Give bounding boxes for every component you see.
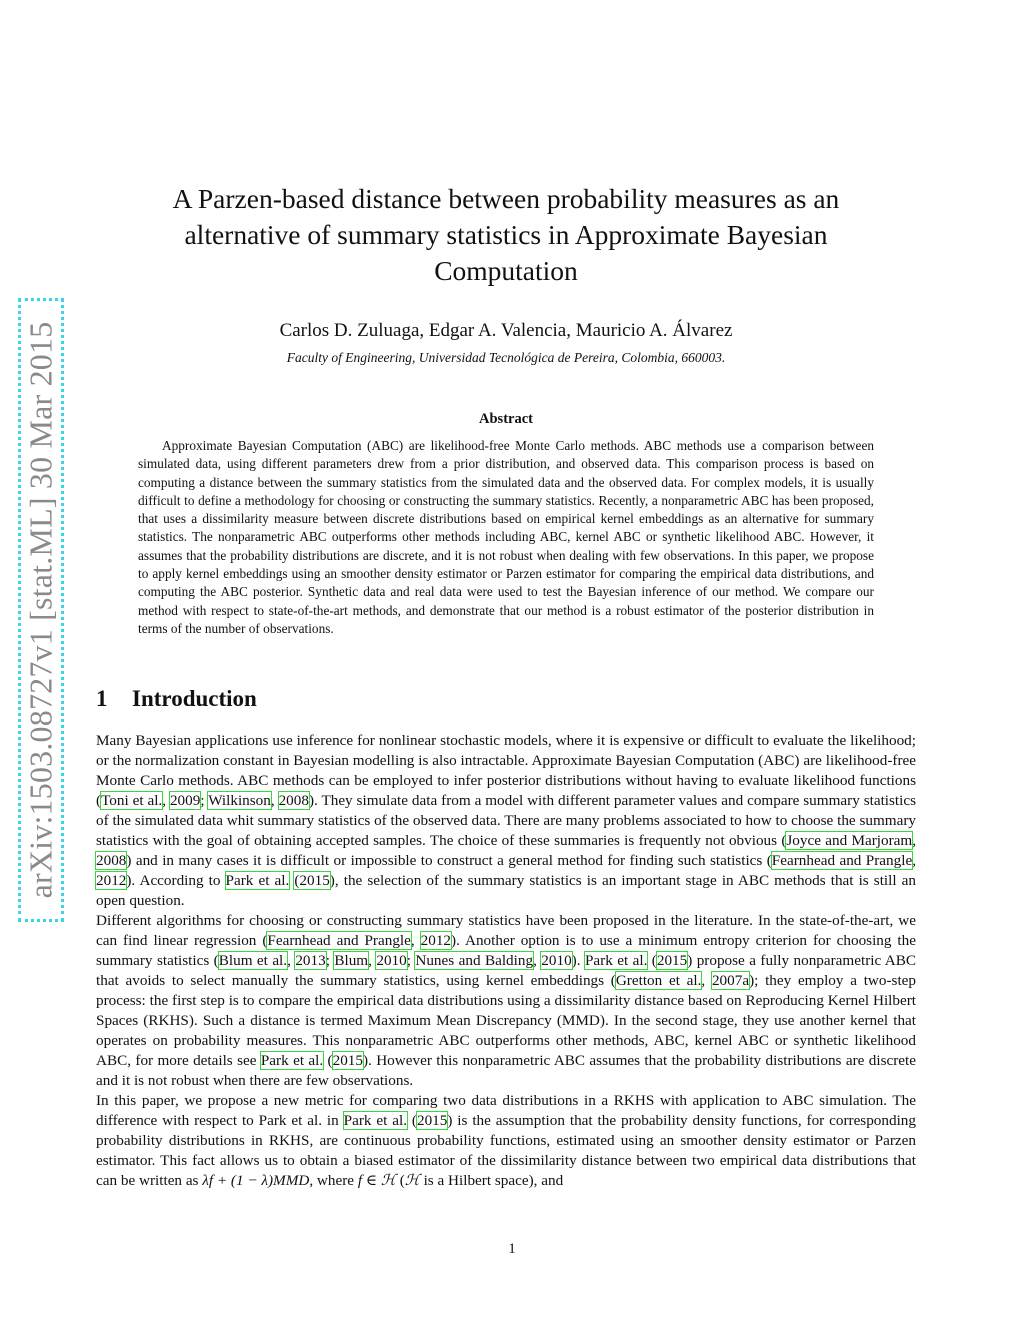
text-run: ,	[287, 952, 296, 969]
citation-link[interactable]: Joyce and Marjoram	[786, 832, 913, 849]
text-run: ,	[410, 932, 421, 949]
arxiv-identifier: arXiv:1503.08727v1 [stat.ML] 30 Mar 2015	[22, 321, 59, 899]
text-run: In this paper, we propose a new metric for comparing two data distributions in a RKHS with application to ABC simulation. The difference with respect to Park et al. in	[96, 1092, 916, 1129]
math-expression: λf + (1 − λ)MMD	[202, 1172, 310, 1189]
paper-title: A Parzen-based distance between probability measures as an alternative of summary statistics in Approximate Bayesian Computation	[172, 183, 840, 286]
math-expression: ℋ	[404, 1172, 420, 1189]
citation-link[interactable]: Blum et al.	[218, 952, 288, 969]
citation-link[interactable]: 2015	[656, 952, 688, 969]
citation-link[interactable]: Fearnhead and Prangle	[771, 852, 913, 869]
citation-link[interactable]: 2013	[295, 952, 326, 969]
citation-link[interactable]: 2008	[96, 852, 127, 869]
citation-link[interactable]: Park et al.	[225, 872, 290, 889]
intro-paragraph	[96, 911, 916, 1091]
text-run: ,	[701, 972, 712, 989]
text-run: ). Another option is to use a minimum entropy criterion for choosing the summary statistics (	[96, 932, 916, 969]
citation-link[interactable]: Gretton et al.	[615, 972, 702, 989]
introduction-body	[96, 731, 916, 1191]
text-run: ;	[325, 952, 335, 969]
citation-link[interactable]: Wilkinson	[208, 792, 271, 809]
text-run: ). They simulate data from a model with different parameter values and compare summary statistics of the simulated data whit summary statistics of the observed data. There are many problems associated to how to choose the summary statistics with the goal of obtaining accepted samples. The choice of these summaries is frequently not obvious (	[96, 792, 917, 849]
text-run: ).	[571, 952, 585, 969]
text-run: ) is the assumption that the probability density functions, for corresponding probability distributions in RKHS, are continuous probability functions, estimated using an smoother density estimator or Parzen estimator. This fact allows us to obtain a biased estimator of the dissimilarity distance between two empirical data distributions that can be written as	[96, 1112, 916, 1189]
section-title: Introduction	[132, 686, 257, 711]
abstract-heading: Abstract	[479, 411, 533, 427]
citation-link[interactable]: 2010	[376, 952, 407, 969]
text-run: is a Hilbert space), and	[419, 1172, 564, 1189]
text-run: ); they employ a two-step process: the first step is to compare the empirical data distributions using a dissimilarity distance based on Reproducing Kernel Hilbert Spaces (RKHS). Such a distance is termed Maximum Mean Discrepancy (MMD). In the second stage, they use another kernel that operates on probability measures. This nonparametric ABC outperforms other methods, ABC, kernel ABC or synthetic likelihood ABC, for more details see	[96, 972, 916, 1069]
text-run: (	[395, 1172, 405, 1189]
math-expression: f ∈ ℋ	[357, 1172, 396, 1189]
citation-link[interactable]: 2008	[278, 792, 309, 809]
text-run: ,	[270, 792, 279, 809]
citation-link[interactable]: Park et al.	[584, 952, 648, 969]
text-run: ,	[912, 852, 916, 869]
citation-link[interactable]: 2012	[96, 872, 127, 889]
text-run: Many Bayesian applications use inference for nonlinear stochastic models, where it is expensive or difficult to evaluate the likelihood; or the normalization constant in Bayesian modelling is also intractable. Approximate Bayesian Computation (ABC) are likelihood-free Monte Carlo methods. ABC methods can be employed to infer posterior distributions without having to evaluate likelihood functions (	[96, 732, 916, 809]
text-run: ;	[406, 952, 416, 969]
citation-link[interactable]: 2010	[541, 952, 572, 969]
citation-link[interactable]: Blum	[334, 952, 369, 969]
citation-link[interactable]: Toni et al.	[101, 792, 163, 809]
citation-link[interactable]: (2015	[294, 872, 330, 889]
author-list: Carlos D. Zuluaga, Edgar A. Valencia, Mauricio A. Álvarez	[279, 320, 733, 341]
intro-paragraph	[96, 731, 916, 911]
intro-paragraph	[96, 1091, 916, 1191]
text-run: ). However this nonparametric ABC assumes that the probability distributions are discrete and it is not robust when there are few observations.	[96, 1052, 916, 1089]
text-run: ), the selection of the summary statistics is an important stage in ABC methods that is still an open question.	[96, 872, 916, 909]
text-run: ,	[912, 832, 916, 849]
citation-link[interactable]: 2007a	[711, 972, 750, 989]
page-number: 1	[508, 1241, 516, 1257]
citation-link[interactable]: 2009	[169, 792, 201, 809]
text-run: (	[323, 1052, 333, 1069]
section-number: 1	[96, 686, 108, 711]
citation-link[interactable]: Fearnhead and Prangle	[267, 932, 411, 949]
section-heading	[96, 686, 257, 712]
arxiv-stamp[interactable]	[18, 298, 64, 922]
citation-link[interactable]: 2015	[332, 1052, 363, 1069]
text-run: (	[407, 1112, 417, 1129]
text-run: Different algorithms for choosing or constructing summary statistics have been proposed in the literature. In the state-of-the-art, we can find linear regression (	[96, 912, 916, 949]
affiliation: Faculty of Engineering, Universidad Tecnológica de Pereira, Colombia, 660003.	[286, 350, 726, 365]
abstract-text: Approximate Bayesian Computation (ABC) are likelihood-free Monte Carlo methods. ABC methods use a comparison between simulated data, using different parameters drew from a prior distribution, and observed data. This comparison process is based on computing a distance between the summary statistics from the simulated data and the observed data. For complex models, it is usually difficult to define a methodology for choosing or constructing the summary statistics. Recently, a nonparametric ABC has been proposed, that uses a dissimilarity measure between discrete distributions based on empirical kernel embeddings as an alternative for summary statistics. The nonparametric ABC outperforms other methods including ABC, kernel ABC or synthetic likelihood ABC. However, it assumes that the probability distributions are discrete, and it is not robust when dealing with few observations. In this paper, we propose to apply kernel embeddings using an smoother density estimator or Parzen estimator for comparing the empirical data distributions, and computing the ABC posterior. Synthetic data and real data were used to test the Bayesian inference of our method. We compare our method with respect to state-of-the-art methods, and demonstrate that our method is a robust estimator of the posterior distribution in terms of the number of observations.	[138, 438, 874, 636]
citation-link[interactable]: Park et al.	[260, 1052, 324, 1069]
text-run: ) and in many cases it is difficult or impossible to construct a general method for finding such statistics (	[126, 852, 772, 869]
citation-link[interactable]: Park et al.	[343, 1112, 407, 1129]
text-run: ). According to	[126, 872, 226, 889]
text-run: ,	[533, 952, 542, 969]
citation-link[interactable]: 2012	[420, 932, 452, 949]
text-run: ;	[200, 792, 209, 809]
citation-link[interactable]: Nunes and Balding	[415, 952, 534, 969]
text-run: , where	[309, 1172, 358, 1189]
text-run: ) propose a fully nonparametric ABC that avoids to select manually the summary statistics, using kernel embeddings (	[96, 952, 917, 989]
citation-link[interactable]: 2015	[416, 1112, 448, 1129]
text-run: ,	[162, 792, 170, 809]
text-run: ,	[368, 952, 377, 969]
text-run: (	[647, 952, 657, 969]
